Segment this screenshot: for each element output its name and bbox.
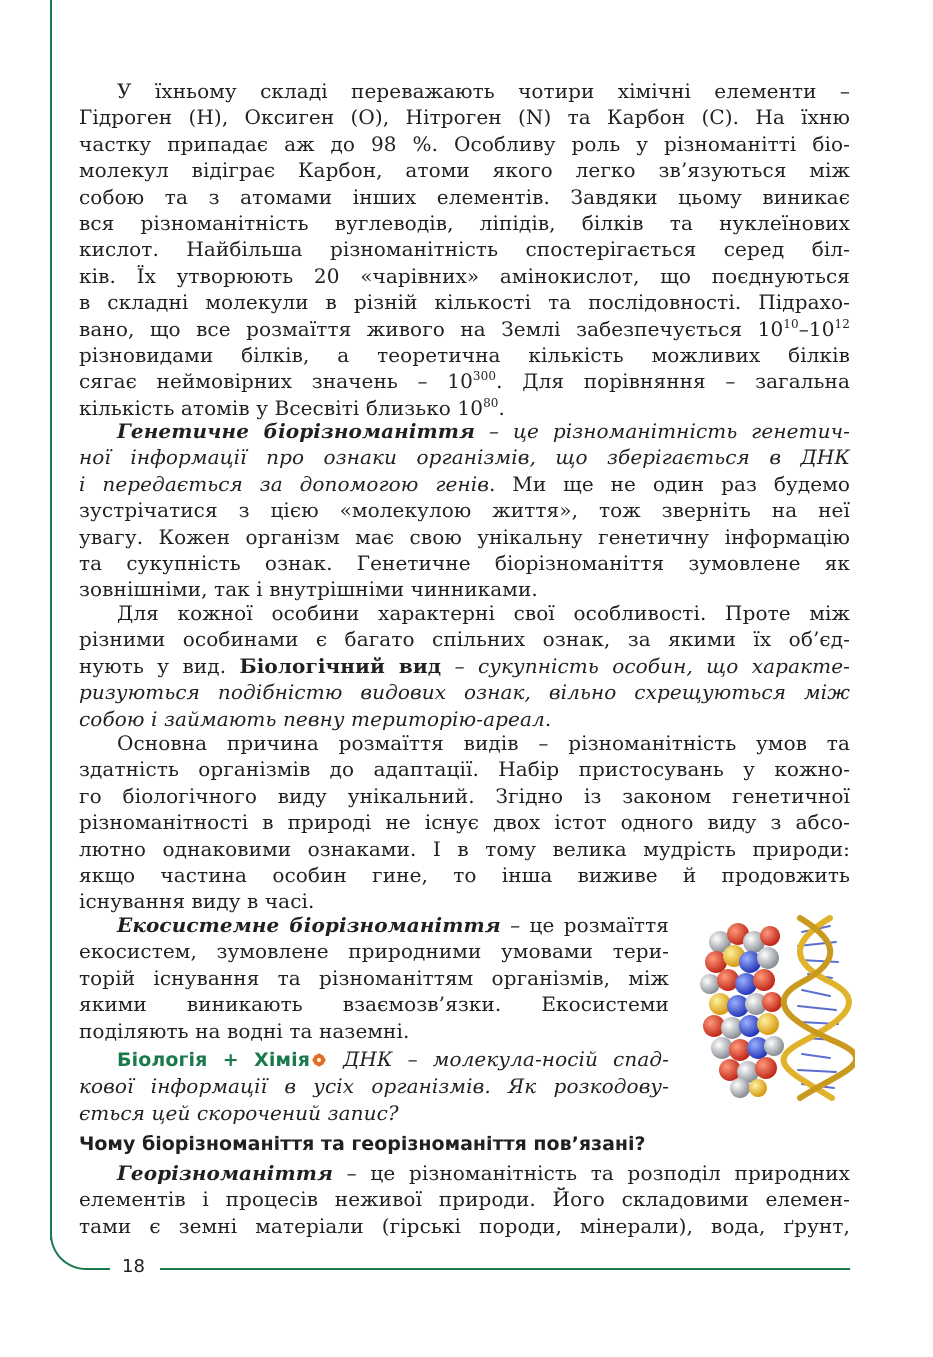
text-line: Гідроген (Н), Оксиген (О), Нітроген (N) та Карбон (С). На їхню	[79, 105, 850, 130]
term-biological-species: Біологічний вид	[239, 653, 442, 678]
page-frame-line	[50, 0, 52, 1240]
paragraph-ecosystem-biodiversity	[79, 912, 669, 1044]
paragraph-species	[79, 600, 850, 732]
text-line: вано, що все розмаїття живого на Землі забезпечується $10^{10}-10^{12}$	[79, 316, 850, 341]
text-line: екосистем, зумовлене природними умовами тери-	[79, 939, 669, 964]
page-number: 18	[122, 1256, 145, 1277]
text-line: різними особинами є багато спільних ознак, за якими їх об’єд-	[79, 627, 850, 652]
text-line: ризуються подібністю видових ознак, вільно схрещуються між	[79, 680, 850, 705]
biology-chemistry-box	[79, 1046, 669, 1126]
footer-rule	[160, 1268, 850, 1270]
text-line: елементів і процесів неживої природи. Його складовими елемен-	[79, 1187, 850, 1212]
double-helix-model	[784, 918, 855, 1098]
text-line: Для кожної особини характерні свої особливості. Проте між	[117, 601, 850, 625]
text-line: лютно однаковими ознаками. І в тому велика мудрість природи:	[79, 836, 850, 861]
text-line: вся різноманітність вуглеводів, ліпідів, білків та нуклеїнових	[79, 211, 850, 236]
text-line: увагу. Кожен організм має свою унікальну генетичну інформацію	[79, 524, 850, 549]
text-line: існування виду в часі.	[79, 889, 315, 914]
text-line: поділяють на водні та наземні.	[79, 1018, 410, 1043]
dna-molecule-illustration	[690, 912, 855, 1102]
text-line: кислот. Найбільша різноманітність спостерігається серед біл-	[79, 237, 850, 262]
text-line: сягає неймовірних значень – $10^{300}$. Для порівняння – загальна	[79, 369, 850, 394]
text-line: здатність організмів до адаптації. Набір пристосувань у кожно-	[79, 757, 850, 782]
text-line: собою та з атомами інших елементів. Завдяки цьому виникає	[79, 184, 850, 209]
text-line: зовнішніми, так і внутрішніми чинниками.	[79, 577, 538, 602]
text-line: собою і займають певну територію-ареал.	[79, 706, 552, 731]
text-line: Генетичне біорізноманіття – це різноманітність генетич-	[117, 419, 850, 443]
text-line: молекул відіграє Карбон, атоми якого легко зв’язуються між	[79, 158, 850, 183]
superscript: 12	[834, 316, 850, 331]
text-line: нують у вид. Біологічний вид – сукупність особин, що характе-	[79, 653, 850, 678]
text-line: ків. Їх утворюють 20 «чарівних» амінокислот, що поєднуються	[79, 263, 850, 288]
paragraph-species-diversity	[79, 730, 850, 915]
term-genetic-biodiversity: Генетичне біорізноманіття	[117, 419, 476, 443]
term-ecosystem-biodiversity: Екосистемне біорізноманіття	[117, 913, 501, 937]
text-line: в складні молекули в різній кількості та послідовності. Підрахо-	[79, 290, 850, 315]
text-line: Георізноманіття – це різноманітність та розподіл природних	[117, 1161, 850, 1185]
text-line: частку припадає аж до 98 %. Особливу роль у різноманітті біо-	[79, 131, 850, 156]
text-line: кількість атомів у Всесвіті близько $10^{80}$.	[79, 395, 506, 420]
text-line: ної інформації про ознаки організмів, що зберігається в ДНК	[79, 445, 850, 470]
text-line: якщо частина особин гине, то інша виживе й продовжить	[79, 863, 850, 888]
text-line: різноманітності в природі не існує двох істот одного виду з абсо-	[79, 810, 850, 835]
term-geodiversity: Георізноманіття	[117, 1161, 334, 1185]
text-line: і передається за допомогою генів. Ми ще не один раз будемо	[79, 471, 851, 496]
superscript: 300	[472, 369, 497, 384]
space-filling-model	[700, 923, 784, 1098]
superscript: 10	[783, 316, 799, 331]
text-line: якими виникають взаємозв’язки. Екосистеми	[79, 992, 669, 1017]
paragraph-genetic-biodiversity	[79, 418, 850, 603]
text-line: го біологічного виду унікальний. Згідно із законом генетичної	[79, 783, 850, 808]
text-line: Біологія + Хімія ДНК – молекула-носій спад-	[117, 1047, 669, 1071]
text-line: ється цей скорочений запис?	[79, 1100, 399, 1125]
text-line: Екосистемне біорізноманіття – це розмаїття	[117, 913, 669, 937]
box-label: Біологія + Хімія	[117, 1049, 311, 1071]
flower-icon	[312, 1053, 326, 1067]
text-line: тами є земні матеріали (гірські породи, мінерали), вода, ґрунт,	[79, 1213, 850, 1238]
text-line: Основна причина розмаїття видів – різноманітність умов та	[117, 731, 850, 755]
text-line: та сукупність ознак. Генетичне біорізноманіття зумовлене як	[79, 551, 850, 576]
paragraph-composition	[79, 78, 850, 421]
paragraph-geodiversity	[79, 1160, 850, 1239]
text-line: У їхньому складі переважають чотири хімічні елементи –	[117, 79, 850, 103]
text-line: торій існування та різноманіттям організмів, між	[79, 965, 669, 990]
text-line: різновидами білків, а теоретична кількість можливих білків	[79, 343, 850, 368]
text-line: зустрічатися з цією «молекулою життя», тож зверніть на неї	[79, 498, 850, 523]
superscript: 80	[483, 395, 499, 410]
section-heading: Чому біорізноманіття та георізноманіття пов’язані?	[79, 1133, 646, 1155]
text-line: кової інформації в усіх організмів. Як розкодову-	[79, 1074, 669, 1099]
